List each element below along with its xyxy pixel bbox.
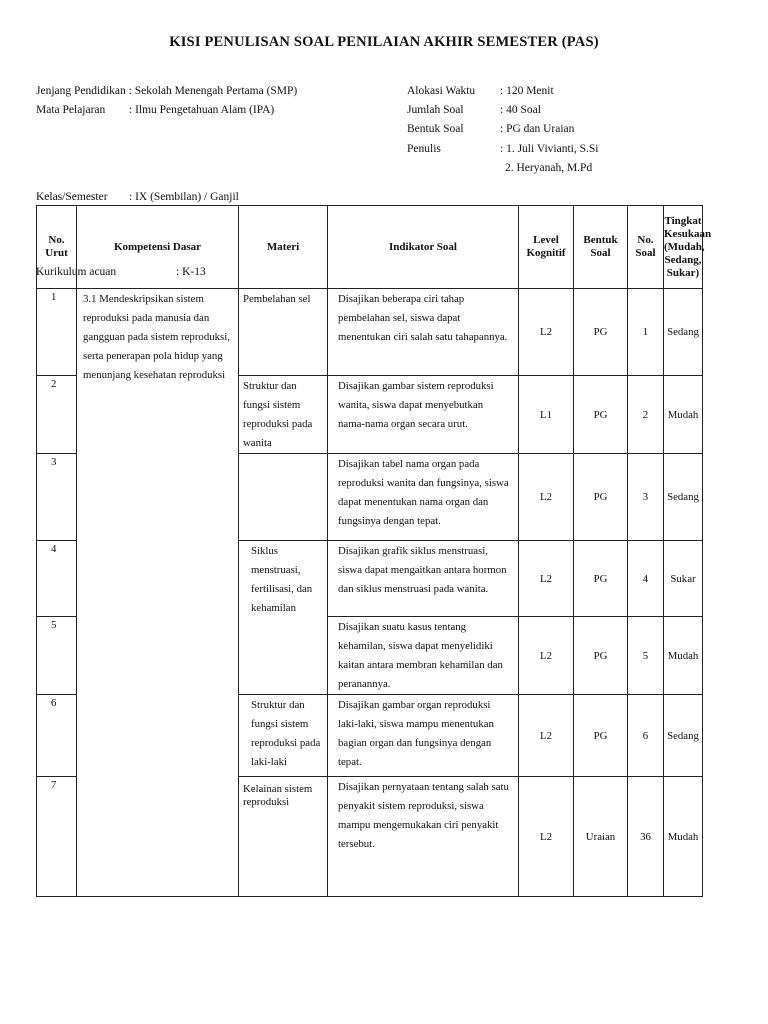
cell-nosoal: 1 xyxy=(628,289,664,376)
header-tingkat: Tingkat Kesukaan (Mudah, Sedang, Sukar) xyxy=(664,206,703,289)
cell-tingkat: Mudah xyxy=(664,376,703,454)
header-indikator: Indikator Soal xyxy=(328,206,519,289)
info-value: : 1. Juli Vivianti, S.Si xyxy=(500,142,599,155)
header-no: No. Urut xyxy=(37,206,77,289)
cell-nosoal: 3 xyxy=(628,454,664,541)
cell-indikator: Disajikan tabel nama organ pada reproduksi wanita dan fungsinya, siswa dapat menentukan nama organ dan fungsinya dengan tepat. xyxy=(328,454,519,541)
kisi-table xyxy=(36,205,712,897)
cell-bentuk: Uraian xyxy=(574,777,628,897)
cell-no: 7 xyxy=(37,777,77,897)
info-label: Penulis xyxy=(407,142,441,155)
cell-no: 2 xyxy=(37,376,77,454)
cell-tingkat: Sedang xyxy=(664,695,703,777)
cell-tingkat: Mudah xyxy=(664,617,703,695)
cell-indikator: Disajikan gambar organ reproduksi laki-laki, siswa mampu menentukan bagian organ dan fungsinya dengan tepat. xyxy=(328,695,519,777)
cell-indikator: Disajikan beberapa ciri tahap pembelahan sel, siswa dapat menentukan ciri salah satu tahapannya. xyxy=(328,289,519,376)
cell-materi: Siklus menstruasi, fertilisasi, dan kehamilan xyxy=(239,541,328,695)
info-label: Jenjang Pendidikan xyxy=(36,85,126,97)
cell-materi: Struktur dan fungsi sistem reproduksi pada laki-laki xyxy=(239,695,328,777)
cell-no: 1 xyxy=(37,289,77,376)
info-value: 2. Heryanah, M.Pd xyxy=(505,161,593,174)
cell-bentuk: PG xyxy=(574,454,628,541)
cell-indikator: Disajikan suatu kasus tentang kehamilan, siswa dapat menyelidiki kaitan antara membran kehamilan dan peranannya. xyxy=(328,617,519,695)
info-row-jumlah xyxy=(407,101,598,120)
cell-tingkat: Sukar xyxy=(664,541,703,617)
info-label: Kurikulum acuan xyxy=(36,266,117,279)
info-row-alokasi xyxy=(407,82,598,101)
info-label: Bentuk Soal xyxy=(407,123,464,136)
cell-no: 3 xyxy=(37,454,77,541)
cell-nosoal: 6 xyxy=(628,695,664,777)
cell-nosoal: 4 xyxy=(628,541,664,617)
cell-kompetensi-dasar: 3.1 Mendeskripsikan sistem reproduksi pada manusia dan gangguan pada sistem reproduksi, serta penerapan pola hidup yang menunjang kesehatan reproduksi xyxy=(77,289,239,897)
info-row-mapel xyxy=(36,101,297,188)
info-value: : IX (Sembilan) / Ganjil xyxy=(129,191,239,204)
info-row-jenjang xyxy=(36,82,297,101)
cell-no: 6 xyxy=(37,695,77,777)
info-label: Kelas/Semester xyxy=(36,191,108,204)
cell-materi xyxy=(239,454,328,541)
info-block-right xyxy=(407,82,598,178)
cell-materi: Struktur dan fungsi sistem reproduksi pada wanita xyxy=(239,376,328,454)
cell-tingkat: Mudah xyxy=(664,777,703,897)
info-label: Jumlah Soal xyxy=(407,104,464,117)
cell-level: L2 xyxy=(519,541,574,617)
cell-bentuk: PG xyxy=(574,695,628,777)
cell-nosoal: 5 xyxy=(628,617,664,695)
cell-nosoal: 2 xyxy=(628,376,664,454)
info-row-penulis-2 xyxy=(407,159,598,178)
info-value: : 40 Soal xyxy=(500,104,541,117)
cell-materi: Pembelahan sel xyxy=(239,289,328,376)
info-row-bentuk xyxy=(407,120,598,139)
cell-indikator: Disajikan gambar sistem reproduksi wanita, siswa dapat menyebutkan nama-nama organ secara urut. xyxy=(328,376,519,454)
cell-no: 4 xyxy=(37,541,77,617)
cell-level: L1 xyxy=(519,376,574,454)
cell-level: L2 xyxy=(519,289,574,376)
document-title: KISI PENULISAN SOAL PENILAIAN AKHIR SEMESTER (PAS) xyxy=(169,34,599,50)
info-row-penulis xyxy=(407,140,598,159)
info-value: : K-13 xyxy=(176,266,206,279)
cell-level: L2 xyxy=(519,777,574,897)
cell-indikator: Disajikan grafik siklus menstruasi, siswa dapat mengaitkan antara hormon dan siklus menstruasi pada wanita. xyxy=(328,541,519,617)
header-nosoal: No. Soal xyxy=(628,206,664,289)
header-bentuk: Bentuk Soal xyxy=(574,206,628,289)
table-row xyxy=(37,289,703,376)
header-kd: Kompetensi Dasar xyxy=(77,206,239,289)
info-value: : PG dan Uraian xyxy=(500,123,575,136)
header-materi: Materi xyxy=(239,206,328,289)
cell-indikator: Disajikan pernyataan tentang salah satu penyakit sistem reproduksi, siswa mampu mengemukakan ciri penyakit tersebut. xyxy=(328,777,519,897)
cell-bentuk: PG xyxy=(574,617,628,695)
cell-materi: Kelainan sistem reproduksi xyxy=(239,777,328,897)
info-value: : 120 Menit xyxy=(500,85,554,97)
info-label: Mata Pelajaran xyxy=(36,104,106,117)
info-label: Alokasi Waktu xyxy=(407,85,476,97)
header-level: Level Kognitif xyxy=(519,206,574,289)
cell-no: 5 xyxy=(37,617,77,695)
cell-level: L2 xyxy=(519,454,574,541)
cell-bentuk: PG xyxy=(574,541,628,617)
cell-bentuk: PG xyxy=(574,289,628,376)
cell-bentuk: PG xyxy=(574,376,628,454)
info-value: : Ilmu Pengetahuan Alam (IPA) xyxy=(129,104,275,117)
table-header-row xyxy=(37,206,703,289)
cell-tingkat: Sedang xyxy=(664,289,703,376)
cell-level: L2 xyxy=(519,695,574,777)
cell-level: L2 xyxy=(519,617,574,695)
cell-tingkat: Sedang xyxy=(664,454,703,541)
cell-nosoal: 36 xyxy=(628,777,664,897)
info-value: : Sekolah Menengah Pertama (SMP) xyxy=(128,85,298,97)
